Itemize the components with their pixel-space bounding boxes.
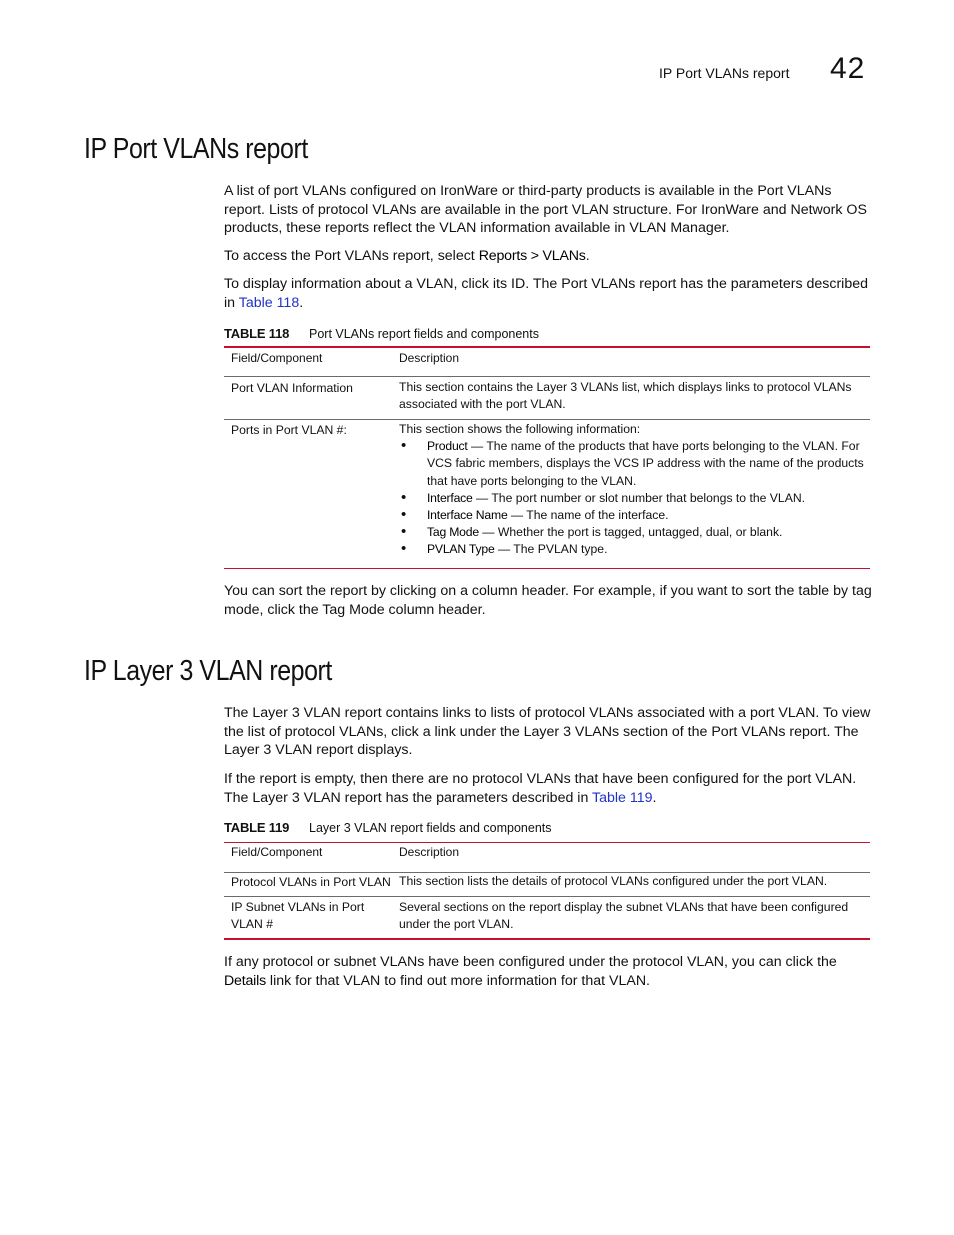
table-bottom-rule [224,568,870,569]
table-title: Port VLANs report fields and components [309,327,539,341]
list-item [399,541,867,558]
text-run: To display information about a VLAN, click its ID. The Port VLANs report has the parameters described in [224,276,868,311]
table-caption [224,820,552,835]
row-divider [224,896,870,897]
term: Interface [427,490,473,505]
details-term: Details [224,972,266,989]
running-header-title: IP Port VLANs report [659,65,790,81]
term-text: — The PVLAN type. [494,542,608,557]
row-divider [224,419,870,420]
text-run: . [585,248,590,264]
list-item [399,507,867,524]
paragraph [224,953,872,990]
column-header: Field/Component [231,351,323,365]
column-header: Description [399,845,460,859]
table-top-rule [224,346,870,348]
term-text: — The name of the interface. [507,508,669,523]
paragraph [224,247,872,266]
table-cell-description [399,421,867,559]
table-bottom-rule [224,938,870,940]
section-heading-layer3-vlan: IP Layer 3 VLAN report [84,655,332,687]
text-run: . [299,294,304,311]
table-119-link[interactable]: Table 119 [592,789,653,806]
bullet-list [399,438,867,558]
table-caption [224,326,539,341]
table-cell-description: Several sections on the report display the subnet VLANs that have been configured under the port VLAN. [399,900,849,932]
term: Product [427,439,468,454]
text-run: To access the Port VLANs report, select [224,248,479,264]
paragraph: The Layer 3 VLAN report contains links to lists of protocol VLANs associated with a port VLAN. To view the list of protocol VLANs, click a link under the Layer 3 VLANs section of the Port VLANs report. The Layer 3 VLAN report displays. [224,705,871,759]
term-text: — The port number or slot number that belongs to the VLAN. [472,490,806,505]
term: Tag Mode [427,525,479,540]
chapter-number: 42 [830,52,866,85]
column-header: Description [399,351,460,365]
column-header: Field/Component [231,845,323,859]
list-item [399,438,867,490]
table-label: TABLE 118 [224,326,290,341]
table-title: Layer 3 VLAN report fields and components [309,821,552,835]
table-cell-description: This section contains the Layer 3 VLANs list, which displays links to protocol VLANs associated with the port VLAN. [399,380,852,412]
text-run: . [652,789,657,806]
table-cell-description: This section lists the details of protocol VLANs configured under the port VLAN. [399,874,828,888]
table-cell-field: Ports in Port VLAN #: [231,423,347,437]
section-heading-port-vlans: IP Port VLANs report [84,133,308,165]
term: PVLAN Type [427,542,495,557]
menu-path: Reports > VLANs [478,248,586,264]
text-run: link for that VLAN to find out more information for that VLAN. [265,972,651,989]
term-text: — Whether the port is tagged, untagged, dual, or blank. [478,525,783,540]
table-label: TABLE 119 [224,820,290,835]
term-text: — The name of the products that have ports belonging to the VLAN. For VCS fabric members, displays the VCS IP address with the name of the products that have ports belonging to the VLAN. [427,439,864,488]
table-118-link[interactable]: Table 118 [238,294,300,311]
text-run: If any protocol or subnet VLANs have been configured under the protocol VLAN, you can click the [224,954,837,970]
text-run: If the report is empty, then there are no protocol VLANs that have been configured for the port VLAN. The Layer 3 VLAN report has the parameters described in [224,771,857,806]
table-cell-field: Protocol VLANs in Port VLAN [231,875,391,889]
paragraph: A list of port VLANs configured on IronWare or third-party products is available in the Port VLANs report. Lists of protocol VLANs are available in the port VLAN structure. For IronWare and Network OS products, these reports reflect the VLAN information available in VLAN Manager. [224,183,867,237]
list-item [399,524,867,541]
paragraph [224,275,872,312]
header-divider [224,376,870,377]
table-cell-field: Port VLAN Information [231,381,353,395]
paragraph [224,770,872,807]
table-top-rule [224,842,870,843]
description-intro: This section shows the following information: [399,422,641,436]
paragraph: You can sort the report by clicking on a column header. For example, if you want to sort the table by tag mode, click the Tag Mode column header. [224,583,872,618]
term: Interface Name [427,508,508,523]
table-cell-field: IP Subnet VLANs in Port VLAN # [231,900,365,932]
list-item [399,490,867,507]
